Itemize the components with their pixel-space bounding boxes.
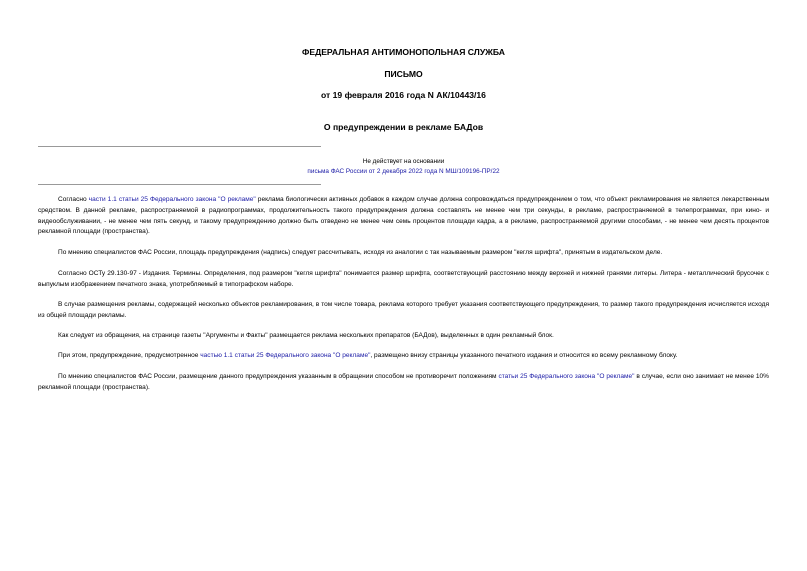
divider-top — [38, 146, 321, 147]
status-note-link[interactable]: письма ФАС России от 2 декабря 2022 года N МШ/109196-ПР/22 — [307, 168, 500, 175]
paragraph-5: Как следует из обращения, на странице газеты "Аргументы и Факты" размещается реклама нескольких препаратов (БАДов), выделенных в один рекламный блок. — [58, 332, 554, 339]
law-link-part-1-1-b[interactable]: частью 1.1 статьи 25 Федерального закона "О рекламе" — [200, 352, 371, 359]
document-title: О предупреждении в рекламе БАДов — [323, 122, 484, 132]
paragraph-4: В случае размещения рекламы, содержащей несколько объектов рекламирования, в том числе товара, реклама которого требует указания соответствующего предупреждения, то размер такого предупреждения исчисляется исходя из общей площади рекламы. — [38, 301, 769, 319]
paragraph-1-prefix: Согласно — [58, 196, 89, 203]
law-link-part-1-1[interactable]: части 1.1 статьи 25 Федерального закона "О рекламе" — [88, 196, 256, 203]
law-link-article-25[interactable]: статьи 25 Федерального закона "О рекламе" — [498, 373, 635, 380]
paragraph-6 — [38, 351, 769, 362]
paragraph-7 — [38, 372, 769, 394]
paragraph-2: По мнению специалистов ФАС России, площадь предупреждения (надпись) следует рассчитывать, исходя из аналогии с так называемым размером "кегля шрифта", принятым в издательском деле. — [58, 249, 663, 256]
document-date-number: от 19 февраля 2016 года N АК/10443/16 — [321, 90, 486, 100]
status-note-text: Не действует на основании — [362, 158, 445, 165]
paragraph-6-text: , размещено внизу страницы указанного печатного издания и относится ко всему рекламному блоку. — [370, 352, 678, 359]
paragraph-7-text: в случае, если оно занимает не менее 10% рекламной площади (пространства). — [38, 373, 769, 391]
paragraph-7-prefix: По мнению специалистов ФАС России, размещение данного предупреждения указанным в обращении способом не противоречит положениям — [58, 373, 499, 380]
paragraph-3: Согласно ОСТу 29.130-97 - Издания. Термины. Определения, под размером "кегля шрифта" понимается размер шрифта, соответствующий расстоянию между верхней и нижней гранями литеры. Литера - металлический брусочек с выпуклым изображением печатного знака, употребляемый в типографском наборе. — [38, 270, 769, 288]
paragraph-1-text: реклама биологически активных добавок в каждом случае должна сопровождаться предупреждением о том, что объект рекламирования не является лекарственным средством. В данной рекламе, распространяемой в радиопрограммах, продолжительность такого предупреждения должна составлять не менее чем три секунды, в рекламе, распространяемой в телепрограммах, при кино- и видеообслуживании, - не менее чем пять секунд, и такому предупреждению должно быть отведено не менее чем семь процентов площади кадра, а в рекламе, распространяемой другими способами, - не менее чем десять процентов рекламной площади (пространства). — [38, 196, 769, 236]
status-note — [0, 157, 807, 177]
agency-name: ФЕДЕРАЛЬНАЯ АНТИМОНОПОЛЬНАЯ СЛУЖБА — [302, 47, 505, 57]
divider-bottom — [38, 184, 321, 185]
document-type: ПИСЬМО — [384, 69, 423, 79]
paragraph-1 — [38, 195, 769, 238]
paragraph-6-prefix: При этом, предупреждение, предусмотренное — [58, 352, 201, 359]
